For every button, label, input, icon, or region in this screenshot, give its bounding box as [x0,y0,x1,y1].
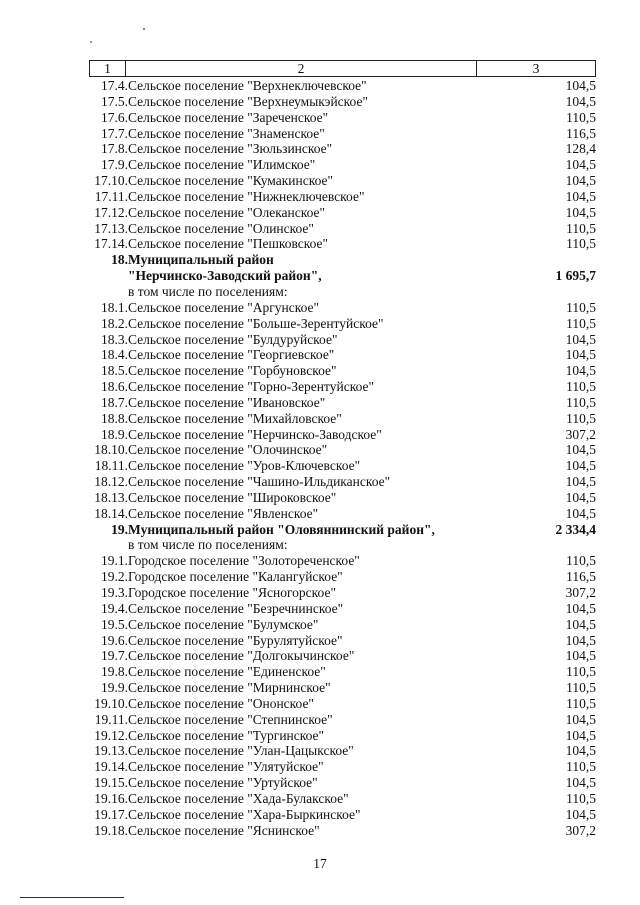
table-row [89,601,596,617]
row-value: 110,5 [566,315,596,331]
row-number: 18.3. [101,331,128,347]
table-row [89,442,596,458]
table-row [89,78,596,94]
table-row [89,300,596,316]
row-number: 19.17. [94,806,128,822]
row-number: 19.9. [101,680,128,696]
row-number: 18.9. [101,426,128,442]
row-name: Сельское поселение "Олочинское" [128,442,328,458]
row-value: 104,5 [565,632,596,648]
table-row [89,141,596,157]
table-row [89,743,596,759]
row-name: Сельское поселение "Ононское" [128,695,314,711]
row-name: Сельское поселение "Мирнинское" [128,680,331,696]
row-name: Сельское поселение "Уртуйское" [128,775,318,791]
row-number: 17.4. [101,78,128,93]
row-number: 19.7. [101,648,128,664]
table-row [89,664,596,680]
row-name: Сельское поселение "Горбуновское" [128,363,337,379]
row-name: Сельское поселение "Яснинское" [128,822,320,838]
row-number: 17.14. [94,236,128,252]
row-number: 18.5. [101,363,128,379]
row-name: Сельское поселение "Илимское" [128,157,316,173]
row-value: 104,5 [565,204,596,220]
row-name: Сельское поселение "Единенское" [128,664,326,680]
row-number: 17.10. [94,173,128,189]
table-row [89,522,596,538]
row-name: Сельское поселение "Тургинское" [128,727,325,743]
header-col-1: 1 [90,61,126,76]
row-value: 110,5 [566,109,596,125]
header-col-2: 2 [126,61,477,76]
row-number: 17.9. [101,157,128,173]
row-value: 104,5 [565,616,596,632]
row-name: Сельское поселение "Булумское" [128,616,319,632]
row-number: 19.15. [94,775,128,791]
row-name: Сельское поселение "Булдуруйское" [128,331,338,347]
table-row [89,807,596,823]
table-row [89,490,596,506]
row-number: 19.5. [101,616,128,632]
row-number: 18.11. [94,458,128,474]
row-value: 110,5 [566,695,596,711]
row-name: Сельское поселение "Безречнинское" [128,600,344,616]
row-number: 19.11. [94,711,128,727]
table-row [89,633,596,649]
row-name: Сельское поселение "Долгокычинское" [128,648,355,664]
row-name: Сельское поселение "Улятуйское" [128,759,324,775]
row-name: Сельское поселение "Уров-Ключевское" [128,458,361,474]
page-number: 17 [313,856,327,871]
row-value: 104,5 [565,78,596,93]
table-row [89,585,596,601]
row-number: 19.6. [101,632,128,648]
table-row [89,236,596,252]
row-number: 19.4. [101,600,128,616]
row-value: 110,5 [566,553,596,569]
table-row [89,506,596,522]
row-value: 110,5 [566,394,596,410]
row-value: 104,5 [565,474,596,490]
row-number: 19.3. [101,585,128,600]
row-name: Сельское поселение "Больше-Зерентуйское" [128,315,384,331]
table-row [89,759,596,775]
table-row [89,680,596,696]
row-number: 18.8. [101,410,128,426]
row-number: 18.14. [94,505,128,521]
row-name: Муниципальный район [128,252,274,268]
row-value: 110,5 [566,379,596,395]
table-row [89,332,596,348]
row-value: 104,5 [565,648,596,664]
row-name: Сельское поселение "Олеканское" [128,204,326,220]
row-number: 18.7. [101,394,128,410]
table-row [89,379,596,395]
row-value: 116,5 [566,569,596,585]
table-header [89,60,596,77]
row-number: 19.16. [94,790,128,806]
table-row [89,712,596,728]
row-name: Сельское поселение "Ивановское" [128,394,326,410]
row-name: Сельское поселение "Верхнеумыкэйское" [128,93,368,109]
table-row [89,458,596,474]
table-row [89,157,596,173]
row-name: Сельское поселение "Бурулятуйское" [128,632,343,648]
row-value: 128,4 [565,141,596,157]
row-name: Сельское поселение "Кумакинское" [128,173,334,189]
row-number: 19.2. [101,569,128,585]
row-name: Городское поселение "Ясногорское" [128,585,336,600]
table-row [89,221,596,237]
row-value: 116,5 [566,125,596,141]
row-value: 104,5 [565,711,596,727]
row-name: Сельское поселение "Верхнеключевское" [128,78,367,93]
row-name: Сельское поселение "Георгиевское" [128,347,335,363]
row-value: 104,5 [565,775,596,791]
table-row [89,252,596,268]
table-row [89,823,596,839]
table-row [89,395,596,411]
row-value: 110,5 [566,236,596,252]
row-number: 19. [111,521,128,537]
row-number: 17.8. [101,141,128,157]
row-value: 110,5 [566,680,596,696]
row-name: Сельское поселение "Зареченское" [128,109,329,125]
footnote-divider [20,897,124,898]
row-number: 19.14. [94,759,128,775]
row-value: 104,5 [565,363,596,379]
table-row [89,411,596,427]
row-value: 307,2 [565,822,596,838]
row-number: 18.1. [101,299,128,315]
row-number: 19.18. [94,822,128,838]
row-value: 104,5 [565,489,596,505]
table-row [89,173,596,189]
row-value: 104,5 [565,93,596,109]
row-name: Сельское поселение "Хада-Булакское" [128,790,349,806]
row-name: "Нерчинско-Заводский район", [128,268,322,284]
table-row [89,284,596,300]
row-number: 18.6. [101,379,128,395]
row-value: 110,5 [566,410,596,426]
row-value: 104,5 [565,505,596,521]
table-body [89,78,596,839]
table-row [89,268,596,284]
row-number: 17.13. [94,220,128,236]
row-name: Сельское поселение "Явленское" [128,505,319,521]
row-value: 307,2 [565,585,596,600]
table-row [89,363,596,379]
row-number: 18.4. [101,347,128,363]
row-name: Сельское поселение "Широковское" [128,489,337,505]
row-name: в том числе по поселениям: [128,537,288,553]
row-number: 19.13. [94,743,128,759]
table-row [89,189,596,205]
row-value: 110,5 [566,790,596,806]
row-number: 19.10. [94,695,128,711]
scan-speck [90,41,92,43]
table-row [89,316,596,332]
header-col-3: 3 [532,60,540,76]
table-row [89,347,596,363]
row-name: Сельское поселение "Зюльзинское" [128,141,333,157]
row-name: Сельское поселение "Знаменское" [128,125,325,141]
row-value: 104,5 [565,600,596,616]
row-name: Сельское поселение "Хара-Быркинское" [128,806,361,822]
row-name: Сельское поселение "Аргунское" [128,299,320,315]
row-number: 18. [111,252,128,268]
scan-speck [143,28,145,30]
row-name: Сельское поселение "Степнинское" [128,711,333,727]
row-name: Городское поселение "Золотореченское" [128,553,360,569]
row-number: 19.8. [101,664,128,680]
row-number: 17.6. [101,109,128,125]
table-row [89,569,596,585]
row-value: 104,5 [565,331,596,347]
table-row [89,474,596,490]
row-name: Муниципальный район "Оловяннинский район", [128,521,435,537]
row-number: 17.11. [94,188,128,204]
row-name: Сельское поселение "Чашино-Ильдиканское" [128,474,391,490]
row-name: Сельское поселение "Михайловское" [128,410,342,426]
row-name: Сельское поселение "Горно-Зерентуйское" [128,379,375,395]
row-value: 104,5 [565,173,596,189]
row-number: 17.7. [101,125,128,141]
row-number: 19.1. [101,553,128,569]
row-number: 17.5. [101,93,128,109]
row-value: 307,2 [565,426,596,442]
row-name: Сельское поселение "Нерчинско-Заводское" [128,426,382,442]
table-row [89,791,596,807]
row-value: 104,5 [565,806,596,822]
row-value: 1 695,7 [555,268,596,284]
row-value: 104,5 [565,458,596,474]
row-value: 104,5 [565,157,596,173]
table-row [89,728,596,744]
table-row [89,126,596,142]
table-row [89,427,596,443]
table-row [89,205,596,221]
table-row [89,775,596,791]
row-name: Сельское поселение "Улан-Цацыкское" [128,743,354,759]
row-value: 110,5 [566,220,596,236]
row-name: Городское поселение "Калангуйское" [128,569,343,585]
row-number: 18.13. [94,489,128,505]
row-number: 19.12. [94,727,128,743]
row-value: 104,5 [565,727,596,743]
row-value: 104,5 [565,188,596,204]
row-number: 18.12. [94,474,128,490]
table-row [89,648,596,664]
row-value: 2 334,4 [555,521,596,537]
row-value: 104,5 [565,442,596,458]
row-value: 110,5 [566,664,596,680]
row-value: 110,5 [566,759,596,775]
row-number: 18.10. [94,442,128,458]
table-row [89,110,596,126]
table-row [89,94,596,110]
row-value: 110,5 [566,299,596,315]
table-row [89,553,596,569]
row-name: Сельское поселение "Олинское" [128,220,314,236]
row-value: 104,5 [565,743,596,759]
row-value: 104,5 [565,347,596,363]
row-name: в том числе по поселениям: [128,283,288,299]
table-row [89,696,596,712]
table-row [89,617,596,633]
row-name: Сельское поселение "Нижнеключевское" [128,188,365,204]
row-number: 18.2. [101,315,128,331]
row-name: Сельское поселение "Пешковское" [128,236,329,252]
row-number: 17.12. [94,204,128,220]
table-row [89,537,596,553]
